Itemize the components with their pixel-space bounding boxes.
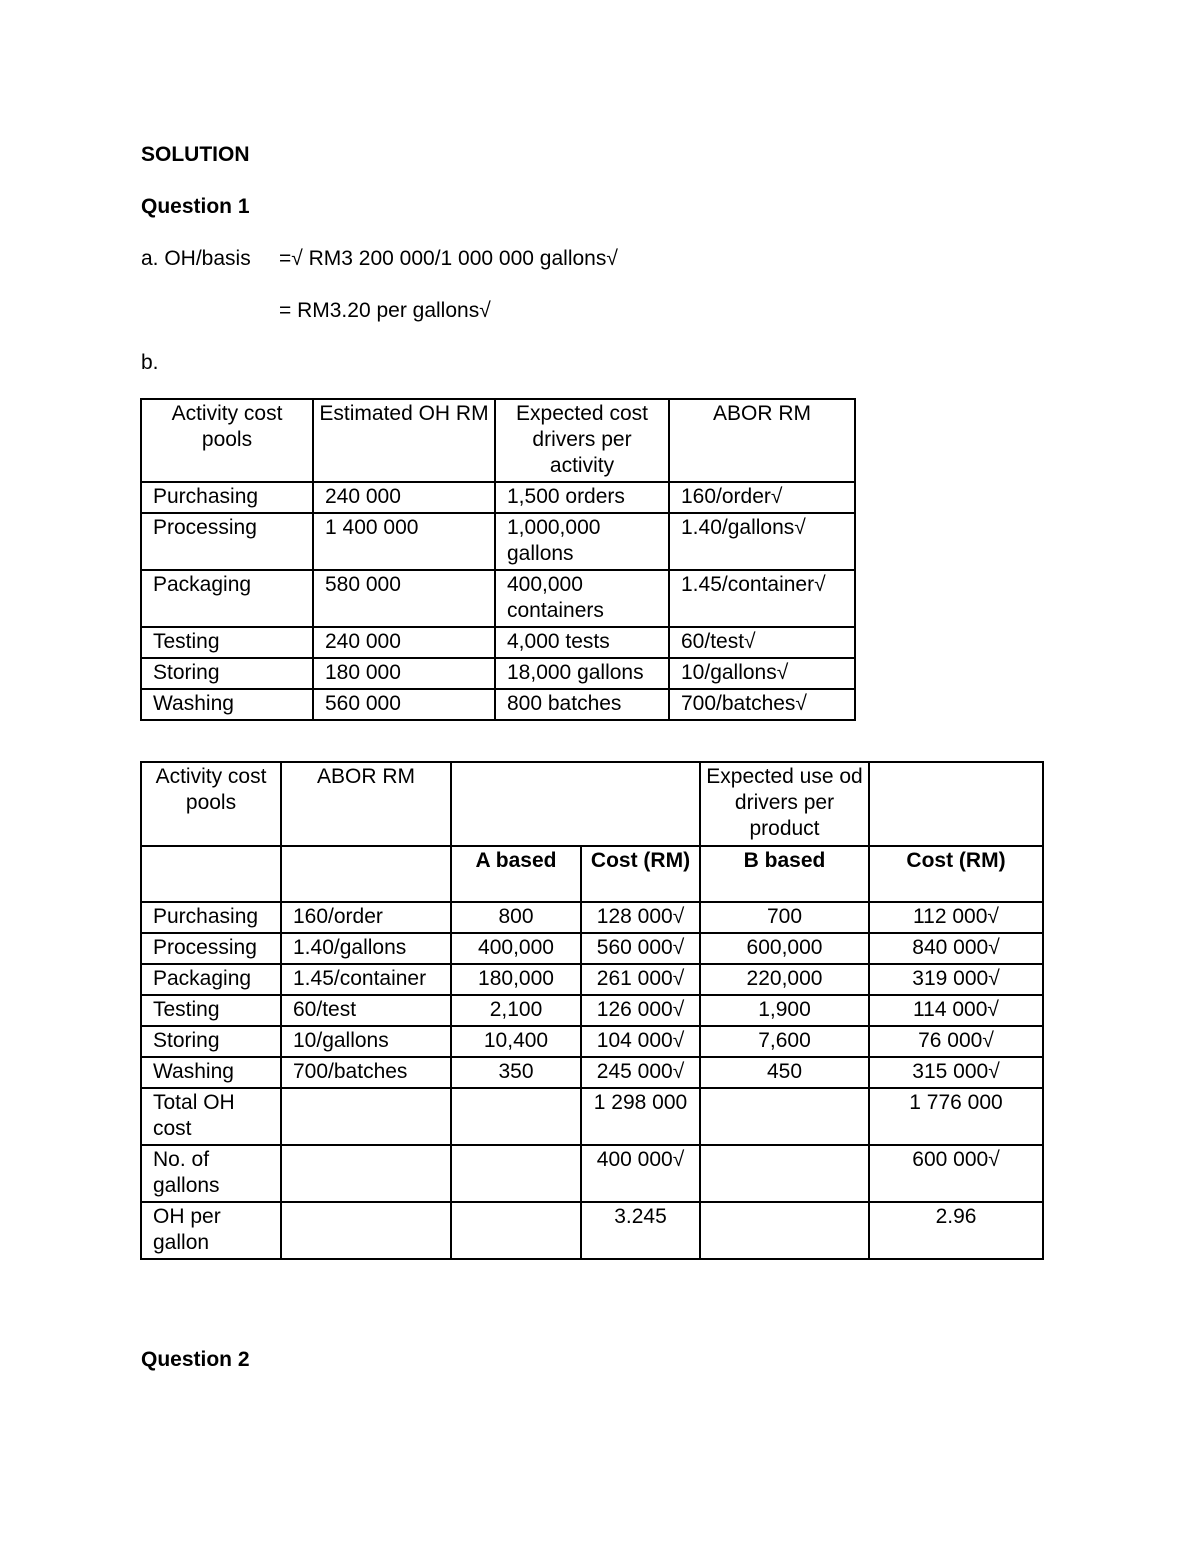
cost-driver-cell: 400,000 containers (495, 570, 669, 627)
part-b-label: b. (141, 351, 159, 374)
subheader-b-based: B based (700, 846, 869, 902)
subheader-empty (281, 846, 451, 902)
table-header-row (141, 762, 1043, 846)
a-cost-cell: 560 000√ (581, 933, 700, 964)
empty-cell (281, 1202, 451, 1259)
b-cost-cell: 315 000√ (869, 1057, 1043, 1088)
part-a-label: a. OH/basis (141, 247, 251, 270)
a-cost-cell: 1 298 000 (581, 1088, 700, 1145)
activity-cell: Packaging (141, 570, 313, 627)
empty-cell (451, 1202, 581, 1259)
table-header-row (141, 399, 855, 482)
a-cost-cell: 3.245 (581, 1202, 700, 1259)
a-based-cell: 180,000 (451, 964, 581, 995)
a-cost-cell: 400 000√ (581, 1145, 700, 1202)
a-cost-cell: 104 000√ (581, 1026, 700, 1057)
b-cost-cell: 76 000√ (869, 1026, 1043, 1057)
abor-cell: 10/gallons (281, 1026, 451, 1057)
question-2-title: Question 2 (141, 1348, 250, 1371)
b-based-cell: 1,900 (700, 995, 869, 1026)
abor-cell: 1.45/container (281, 964, 451, 995)
table-row (141, 570, 855, 627)
table-row (141, 1057, 1043, 1088)
header-expected-cost-drivers: Expected cost drivers per activity (495, 399, 669, 482)
summary-row-oh-per-gallon (141, 1202, 1043, 1259)
a-based-cell: 400,000 (451, 933, 581, 964)
header-abor: ABOR RM (281, 762, 451, 846)
a-based-cell: 350 (451, 1057, 581, 1088)
activity-cell: Packaging (141, 964, 281, 995)
subheader-a-cost: Cost (RM) (581, 846, 700, 902)
summary-label-cell: No. of gallons (141, 1145, 281, 1202)
b-cost-cell: 1 776 000 (869, 1088, 1043, 1145)
empty-cell (700, 1088, 869, 1145)
b-cost-cell: 112 000√ (869, 902, 1043, 933)
abor-cell: 1.40/gallons (281, 933, 451, 964)
empty-cell (451, 1088, 581, 1145)
table-row (141, 482, 855, 513)
b-based-cell: 220,000 (700, 964, 869, 995)
summary-label-cell: OH per gallon (141, 1202, 281, 1259)
header-empty (451, 762, 700, 846)
product-cost-table (140, 761, 1044, 1260)
b-cost-cell: 840 000√ (869, 933, 1043, 964)
a-based-cell: 800 (451, 902, 581, 933)
table-subheader-row (141, 846, 1043, 902)
estimated-oh-cell: 240 000 (313, 482, 495, 513)
b-cost-cell: 114 000√ (869, 995, 1043, 1026)
header-activity-cost-pools: Activity cost pools (141, 399, 313, 482)
a-cost-cell: 128 000√ (581, 902, 700, 933)
estimated-oh-cell: 240 000 (313, 627, 495, 658)
cost-driver-cell: 4,000 tests (495, 627, 669, 658)
b-cost-cell: 2.96 (869, 1202, 1043, 1259)
summary-row-gallons (141, 1145, 1043, 1202)
activity-cell: Washing (141, 689, 313, 720)
header-empty (869, 762, 1043, 846)
abor-cell: 60/test (281, 995, 451, 1026)
b-based-cell: 7,600 (700, 1026, 869, 1057)
estimated-oh-cell: 580 000 (313, 570, 495, 627)
table-row (141, 995, 1043, 1026)
b-cost-cell: 319 000√ (869, 964, 1043, 995)
activity-cell: Storing (141, 658, 313, 689)
abor-cell: 160/order√ (669, 482, 855, 513)
subheader-b-cost: Cost (RM) (869, 846, 1043, 902)
activity-cell: Storing (141, 1026, 281, 1057)
activity-cell: Purchasing (141, 482, 313, 513)
table-row (141, 933, 1043, 964)
cost-driver-cell: 800 batches (495, 689, 669, 720)
table-row (141, 964, 1043, 995)
part-a-formula: =√ RM3 200 000/1 000 000 gallons√ (279, 247, 618, 270)
abor-cell: 10/gallons√ (669, 658, 855, 689)
solution-heading: SOLUTION (141, 143, 250, 166)
cost-driver-cell: 1,000,000 gallons (495, 513, 669, 570)
empty-cell (281, 1145, 451, 1202)
estimated-oh-cell: 180 000 (313, 658, 495, 689)
a-cost-cell: 245 000√ (581, 1057, 700, 1088)
b-based-cell: 700 (700, 902, 869, 933)
estimated-oh-cell: 560 000 (313, 689, 495, 720)
subheader-a-based: A based (451, 846, 581, 902)
abor-cell: 160/order (281, 902, 451, 933)
table-row (141, 689, 855, 720)
activity-cell: Testing (141, 627, 313, 658)
header-expected-use-of-drivers: Expected use od drivers per product (700, 762, 869, 846)
summary-label-cell: Total OH cost (141, 1088, 281, 1145)
b-based-cell: 450 (700, 1057, 869, 1088)
abor-cell: 1.45/container√ (669, 570, 855, 627)
a-cost-cell: 126 000√ (581, 995, 700, 1026)
activity-cell: Processing (141, 513, 313, 570)
table-row (141, 627, 855, 658)
header-activity-cost-pools: Activity cost pools (141, 762, 281, 846)
table-row (141, 513, 855, 570)
abor-cell: 700/batches (281, 1057, 451, 1088)
b-based-cell: 600,000 (700, 933, 869, 964)
table-row (141, 1026, 1043, 1057)
abor-cell: 1.40/gallons√ (669, 513, 855, 570)
question-1-title: Question 1 (141, 195, 250, 218)
summary-row-total-oh (141, 1088, 1043, 1145)
activity-cell: Processing (141, 933, 281, 964)
a-cost-cell: 261 000√ (581, 964, 700, 995)
empty-cell (451, 1145, 581, 1202)
table-row (141, 658, 855, 689)
header-abor: ABOR RM (669, 399, 855, 482)
a-based-cell: 10,400 (451, 1026, 581, 1057)
table-row (141, 902, 1043, 933)
header-estimated-oh: Estimated OH RM (313, 399, 495, 482)
empty-cell (700, 1202, 869, 1259)
activity-cell: Washing (141, 1057, 281, 1088)
abor-rates-table (140, 398, 856, 721)
estimated-oh-cell: 1 400 000 (313, 513, 495, 570)
empty-cell (700, 1145, 869, 1202)
activity-cell: Testing (141, 995, 281, 1026)
b-cost-cell: 600 000√ (869, 1145, 1043, 1202)
activity-cell: Purchasing (141, 902, 281, 933)
cost-driver-cell: 1,500 orders (495, 482, 669, 513)
cost-driver-cell: 18,000 gallons (495, 658, 669, 689)
a-based-cell: 2,100 (451, 995, 581, 1026)
empty-cell (281, 1088, 451, 1145)
part-a-result: = RM3.20 per gallons√ (279, 299, 491, 322)
abor-cell: 60/test√ (669, 627, 855, 658)
abor-cell: 700/batches√ (669, 689, 855, 720)
subheader-empty (141, 846, 281, 902)
